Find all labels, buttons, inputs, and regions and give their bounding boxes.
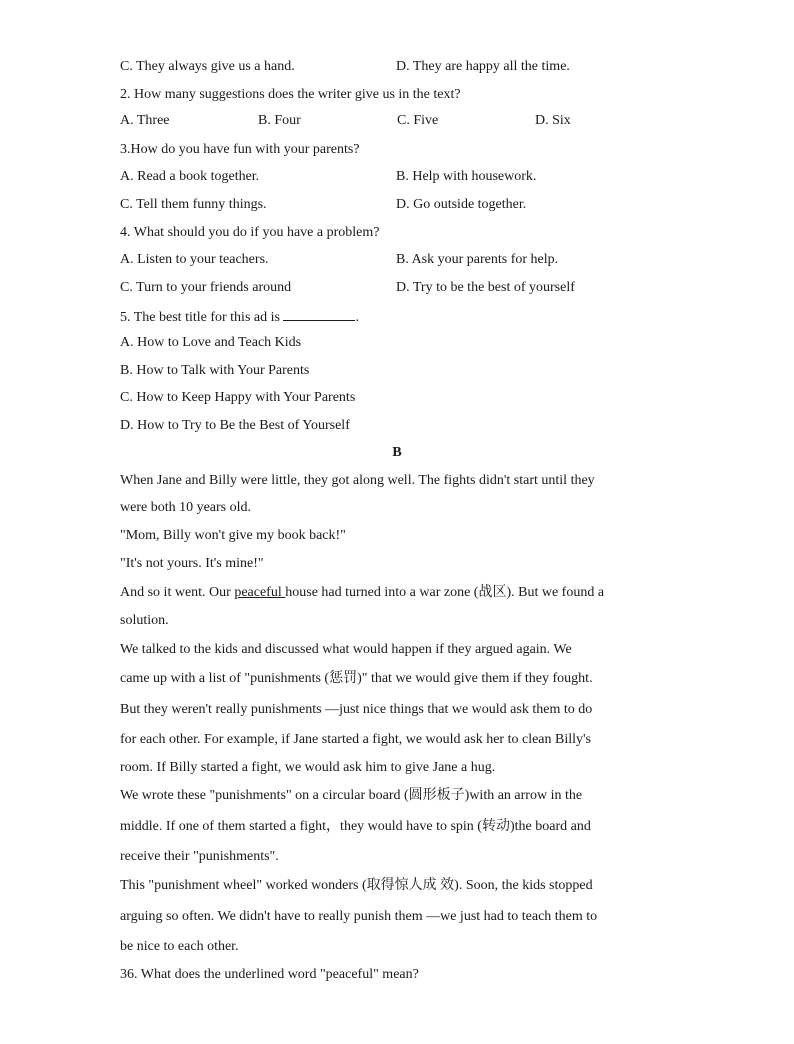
q1-option-c: C. They always give us a hand. [120, 59, 295, 74]
q2-option-a: A. Three [120, 113, 170, 128]
q5-option-c: C. How to Keep Happy with Your Parents [120, 390, 356, 405]
section-heading: B [392, 445, 402, 460]
passage-line: middle. If one of them started a fight，they would have to spin (转动)the board and [120, 819, 591, 834]
q5-option-b: B. How to Talk with Your Parents [120, 363, 310, 378]
q5-stem-period: . [355, 310, 359, 325]
passage-line: for each other. For example, if Jane started a fight, we would ask her to clean Billy's [120, 732, 591, 747]
q3-stem: 3.How do you have fun with your parents? [120, 142, 360, 157]
q3-option-a: A. Read a book together. [120, 169, 260, 184]
q5-stem [120, 306, 359, 324]
passage-line: "It's not yours. It's mine!" [120, 556, 264, 571]
passage-line: But they weren't really punishments —just nice things that we would ask them to do [120, 702, 593, 717]
q2-option-b: B. Four [258, 113, 301, 128]
q4-stem: 4. What should you do if you have a problem? [120, 225, 380, 240]
q3-option-b: B. Help with housework. [396, 169, 537, 184]
passage-line: room. If Billy started a fight, we would ask him to give Jane a hug. [120, 760, 496, 775]
q5-stem-text: 5. The best title for this ad is [120, 310, 284, 325]
q3-option-d: D. Go outside together. [396, 197, 527, 212]
passage-line: "Mom, Billy won't give my book back!" [120, 528, 346, 543]
passage-line: receive their "punishments". [120, 849, 279, 864]
q1-option-d: D. They are happy all the time. [396, 59, 570, 74]
q4-option-d: D. Try to be the best of yourself [396, 280, 575, 295]
passage-line: We talked to the kids and discussed what would happen if they argued again. We [120, 642, 572, 657]
passage-line: came up with a list of "punishments (惩罚)" that we would give them if they fought. [120, 671, 593, 686]
passage-line: We wrote these "punishments" on a circular board (圆形板子)with an arrow in the [120, 788, 583, 803]
q5-option-a: A. How to Love and Teach Kids [120, 335, 302, 350]
q3-option-c: C. Tell them funny things. [120, 197, 267, 212]
q4-option-c: C. Turn to your friends around [120, 280, 292, 295]
q2-stem: 2. How many suggestions does the writer give us in the text? [120, 87, 461, 102]
passage-line: were both 10 years old. [120, 500, 252, 515]
passage-line: be nice to each other. [120, 939, 239, 954]
q2-option-d: D. Six [535, 113, 571, 128]
q2-option-c: C. Five [397, 113, 439, 128]
passage-line: solution. [120, 613, 169, 628]
passage-line: arguing so often. We didn't have to really punish them —we just had to teach them to [120, 909, 598, 924]
q4-option-b: B. Ask your parents for help. [396, 252, 559, 267]
q36-stem: 36. What does the underlined word "peaceful" mean? [120, 967, 419, 982]
passage-text: house had turned into a war zone (战区). But we found a [285, 585, 605, 600]
q5-option-d: D. How to Try to Be the Best of Yourself [120, 418, 350, 433]
underlined-word: peaceful [234, 585, 286, 600]
passage-line: When Jane and Billy were little, they got along well. The fights didn't start until they [120, 473, 595, 488]
passage-text: And so it went. Our [120, 585, 235, 600]
q4-option-a: A. Listen to your teachers. [120, 252, 269, 267]
answer-blank [283, 306, 355, 321]
passage-line: This "punishment wheel" worked wonders (取得惊人成 效). Soon, the kids stopped [120, 878, 593, 893]
passage-line [120, 584, 604, 602]
